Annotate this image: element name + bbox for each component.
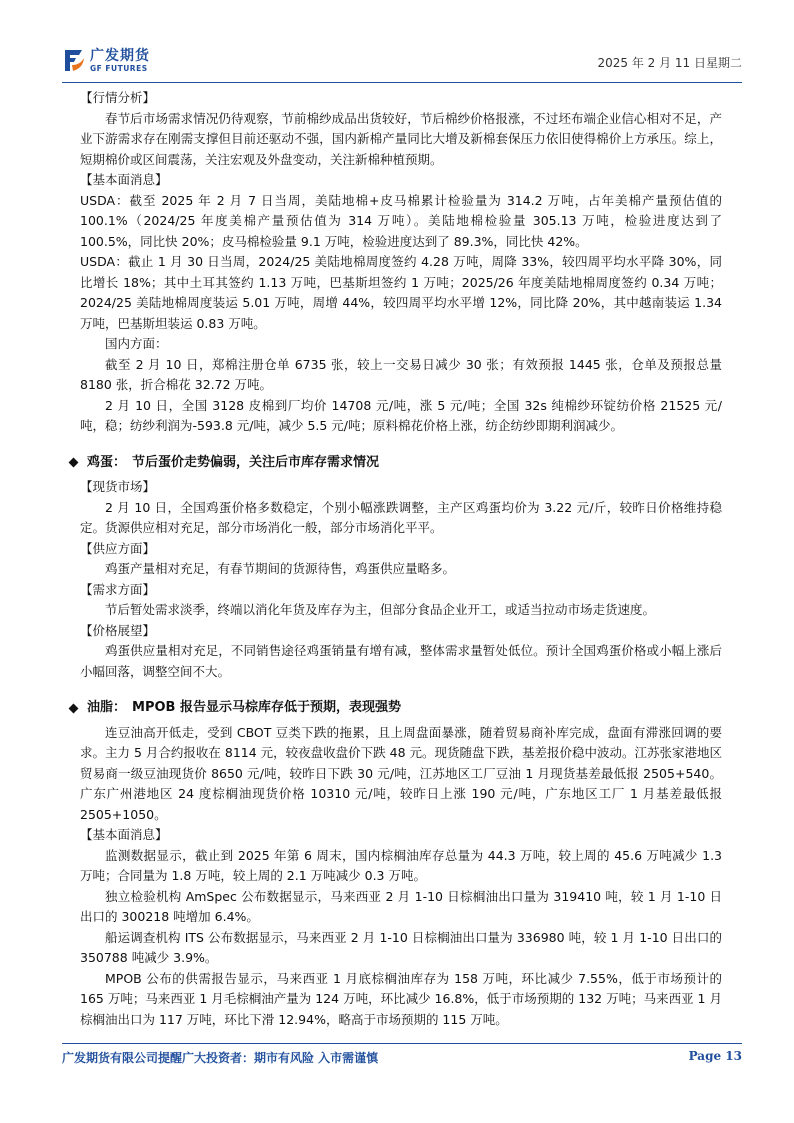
paragraph: 独立检验机构 AmSpec 公布数据显示，马来西亚 2 月 1-10 日棕榈油出口量为 319410 吨，较 1 月 1-10 日出口的 300218 吨增加 6.4%。 bbox=[80, 888, 723, 924]
egg-section-title bbox=[68, 453, 722, 474]
paragraph: MPOB 公布的供需报告显示，马来西亚 1 月底棕榈油库存为 158 万吨，环比减少 7.55%，低于市场预计的 165 万吨；马来西亚 1 月毛棕榈油产量为 124 万吨，环比减少 16.8%，低于市场预期的 132 万吨；马来西亚 1 月棕榈油出口为 117 万吨，环比下滑 12.94%，略高于市场预期的 115 万吨。 bbox=[80, 970, 722, 1027]
paragraph: 春节后市场需求情况仍待观察，节前棉纱成品出货较好，节后棉纱价格报涨，不过坯布端企业信心相对不足，产业下游需求存在刚需支撑但目前还驱动不强，国内新棉产量同比大增及新棉套保压力依旧使得棉价上方承压。综上，短期棉价或区间震荡，关注宏观及外盘变动，关注新棉种植预期。 bbox=[80, 110, 722, 167]
paragraph: 鸡蛋产量相对充足，有春节期间的货源待售，鸡蛋供应量略多。 bbox=[105, 561, 456, 576]
section-tag: 【现货市场】 bbox=[80, 479, 156, 494]
paragraph: 2 月 10 日，全国鸡蛋价格多数稳定，个别小幅涨跌调整，主产区鸡蛋均价为 3.22 元/斤，较昨日价格维持稳定。货源供应相对充足，部分市场消化一般，部分市场消化平平。 bbox=[80, 499, 722, 535]
logo-chinese-name: 广发期货 bbox=[90, 48, 150, 64]
gf-logo-icon bbox=[62, 46, 86, 74]
paragraph: USDA：截止 1 月 30 日当周，2024/25 美陆地棉周度签约 4.28 万吨，周降 33%，较四周平均水平降 30%，同比增长 18%；其中土耳其签约 1.13 万吨，巴基斯坦签约 1 万吨；2025/26 年度美陆地棉周度签约 0.34 万吨；2024/25 美陆地棉周度装运 5.01 万吨，周增 44%，较四周平均水平增 12%，同比降 20%，其中越南装运 1.34 万吨，巴基斯坦装运 0.83 万吨。 bbox=[80, 254, 722, 331]
footer-divider bbox=[62, 1043, 742, 1044]
section-tag: 【行情分析】 bbox=[80, 90, 156, 105]
report-body bbox=[80, 88, 722, 1030]
paragraph: 鸡蛋供应量相对充足，不同销售途径鸡蛋销量有增有减，整体需求量暂处低位。预计全国鸡蛋价格或小幅上涨后小幅回落，调整空间不大。 bbox=[80, 643, 722, 679]
company-logo bbox=[62, 44, 162, 80]
diamond-bullet-icon bbox=[69, 703, 79, 713]
diamond-bullet-icon bbox=[69, 458, 79, 468]
risk-disclaimer: 广发期货有限公司提醒广大投资者：期市有风险 入市需谨慎 bbox=[62, 1051, 379, 1065]
page-header bbox=[62, 44, 742, 80]
paragraph: 2 月 10 日，全国 3128 皮棉到厂均价 14708 元/吨，涨 5 元/吨；全国 32s 纯棉纱环锭纺价格 21525 元/吨，稳；纺纱利润为-593.8 元/吨，减少 5.5 元/吨；原料棉花价格上涨，纺企纺纱即期利润减少。 bbox=[80, 397, 722, 433]
paragraph: 监测数据显示，截止到 2025 年第 6 周末，国内棕榈油库存总量为 44.3 万吨，较上周的 45.6 万吨减少 1.3 万吨；合同量为 1.8 万吨，较上周的 2.1 万吨减少 0.3 万吨。 bbox=[80, 847, 722, 883]
paragraph: 节后暂处需求淡季，终端以消化年货及库存为主，但部分食品企业开工，或适当拉动市场走货速度。 bbox=[105, 602, 656, 617]
paragraph: 连豆油高开低走，受到 CBOT 豆类下跌的拖累，且上周盘面暴涨，随着贸易商补库完成，盘面有滞涨回调的要求。主力 5 月合约报收在 8114 元，较夜盘收盘价下跌 48 元。现货随盘下跌，基差报价稳中波动。江苏张家港地区贸易商一级豆油现货价 8650 元/吨，较昨日下跌 30 元/吨，江苏地区工厂豆油 1 月现货基差最低报 2505+540。广东广州港地区 24 度棕榈油现货价格 10310 元/吨，较昨日上涨 190 元/吨，广东地区工厂 1 月基差最低报 2505+1050。 bbox=[80, 724, 723, 822]
section-tag: 【需求方面】 bbox=[80, 581, 156, 597]
header-divider bbox=[62, 82, 742, 83]
paragraph: 截至 2 月 10 日，郑棉注册仓单 6735 张，较上一交易日减少 30 张；有效预报 1445 张，仓单及预报总量 8180 张，折合棉花 32.72 万吨。 bbox=[80, 356, 722, 392]
report-date: 2025 年 2 月 11 日星期二 bbox=[597, 56, 742, 70]
section-name: 鸡蛋： bbox=[87, 454, 127, 470]
section-tag: 【基本面消息】 bbox=[80, 827, 168, 842]
section-tag: 【基本面消息】 bbox=[80, 172, 168, 187]
paragraph: USDA：截至 2025 年 2 月 7 日当周，美陆地棉+皮马棉累计检验量为 314.2 万吨，占年美棉产量预估值的 100.1%（2024/25 年度美棉产量预估值为 314 万吨）。美陆地棉检验量 305.13 万吨，检验进度达到了 100.5%，同比快 20%；皮马棉检验量 9.1 万吨，检验进度达到了 89.3%，同比快 42%。 bbox=[80, 192, 722, 249]
oil-section-title bbox=[68, 698, 722, 719]
section-tag: 国内方面： bbox=[105, 336, 168, 351]
page-number: Page 13 bbox=[688, 1049, 742, 1063]
section-tag: 【供应方面】 bbox=[80, 540, 156, 556]
paragraph: 船运调查机构 ITS 公布数据显示，马来西亚 2 月 1-10 日棕榈油出口量为 336980 吨，较 1 月 1-10 日出口的 350788 吨减少 3.9%。 bbox=[80, 929, 722, 965]
section-headline: 节后蛋价走势偏弱，关注后市库存需求情况 bbox=[132, 454, 380, 470]
section-name: 油脂： bbox=[87, 700, 127, 715]
section-headline: MPOB 报告显示马棕库存低于预期，表现强势 bbox=[132, 700, 401, 715]
logo-english-name: GF FUTURES bbox=[90, 64, 148, 73]
section-tag: 【价格展望】 bbox=[80, 622, 156, 638]
